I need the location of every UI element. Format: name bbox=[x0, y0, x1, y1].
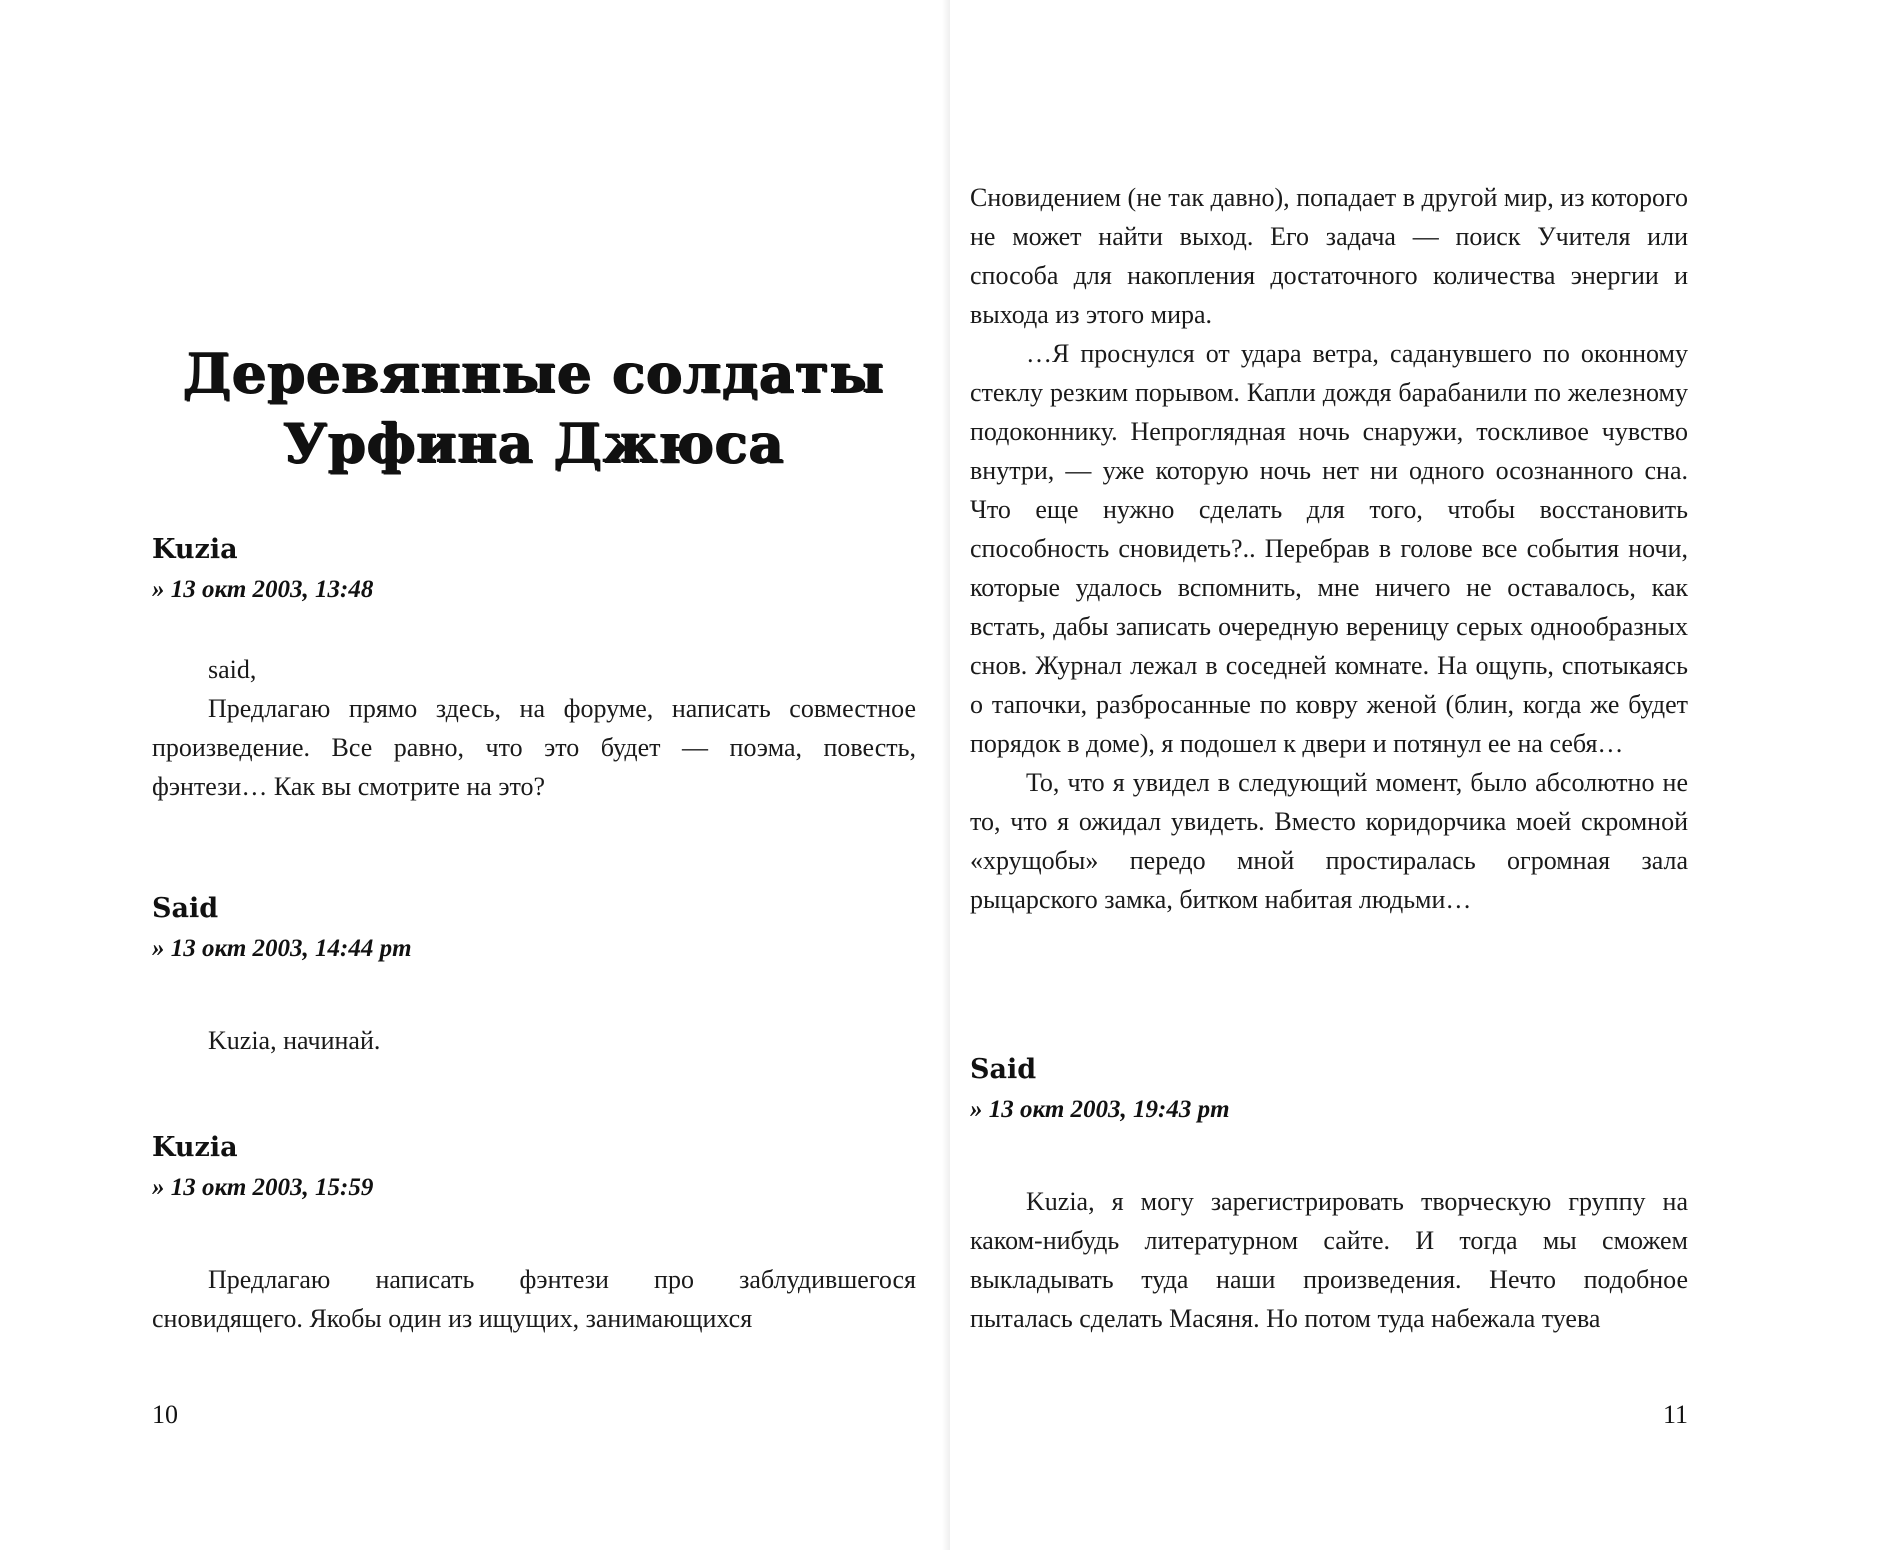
story-paragraph: То, что я увидел в следующий момент, было абсолютно не то, что я ожидал увидеть. Вместо коридорчика моей скромной «хрущобы» передо мной простиралась огромная зала рыцарского замка, битком набитая людьми… bbox=[970, 768, 1688, 914]
right-page bbox=[950, 0, 1885, 1550]
story-text bbox=[970, 178, 1688, 919]
post-date: » 13 окт 2003, 13:48 bbox=[152, 576, 374, 603]
post-body bbox=[152, 1260, 916, 1338]
post-date: » 13 окт 2003, 14:44 pm bbox=[152, 935, 412, 962]
forum-post bbox=[152, 889, 916, 1060]
story-paragraph: Сновидением (не так давно), попадает в другой мир, из которого не может найти выход. Его задача — поиск Учителя или способа для накопления достаточного количества энергии и выхода из этого мира. bbox=[970, 183, 1688, 329]
post-paragraph: said, bbox=[208, 655, 257, 684]
post-paragraph: Предлагаю написать фэнтези про заблудившегося сновидящего. Якобы один из ищущих, занимающихся bbox=[152, 1265, 916, 1333]
post-author: Kuzia bbox=[152, 534, 238, 565]
page-number: 11 bbox=[1662, 1400, 1688, 1429]
post-body bbox=[152, 1021, 916, 1060]
forum-post bbox=[970, 1050, 1688, 1338]
post-date: » 13 окт 2003, 15:59 bbox=[152, 1174, 374, 1201]
forum-post bbox=[152, 530, 916, 806]
post-author: Kuzia bbox=[152, 1132, 238, 1163]
post-paragraph: Kuzia, я могу зарегистрировать творческую группу на каком-нибудь литературном сайте. И тогда мы сможем выкладывать туда наши произведения. Нечто подобное пыталась сделать Масяня. Но потом туда набежала туева bbox=[970, 1187, 1688, 1333]
post-body bbox=[970, 1182, 1688, 1338]
forum-post bbox=[152, 1128, 916, 1338]
chapter-title bbox=[152, 338, 916, 478]
post-paragraph: Kuzia, начинай. bbox=[208, 1026, 381, 1055]
post-body bbox=[152, 650, 916, 806]
chapter-title-line-1: Деревянные солдаты bbox=[183, 341, 885, 405]
page-number: 10 bbox=[152, 1400, 178, 1429]
post-author: Said bbox=[152, 893, 219, 924]
post-author: Said bbox=[970, 1054, 1037, 1085]
story-paragraph: …Я проснулся от удара ветра, саданувшего по оконному стеклу резким порывом. Капли дождя барабанили по железному подоконнику. Непроглядная ночь снаружи, тоскливое чувство внутри, — уже которую ночь нет ни одного осознанного сна. Что еще нужно сделать для того, чтобы восстановить способность сновидеть?.. Перебрав в голове все события ночи, которые удалось вспомнить, мне ничего не оставалось, как встать, дабы записать очередную вереницу серых однообразных снов. Журнал лежал в соседней комнате. На ощупь, спотыкаясь о тапочки, разбросанные по ковру женой (блин, когда же будет порядок в доме), я подошел к двери и потянул ее на себя… bbox=[970, 339, 1688, 758]
post-paragraph: Предлагаю прямо здесь, на форуме, написать совместное произведение. Все равно, что это будет — поэма, повесть, фэнтези… Как вы смотрите на это? bbox=[152, 694, 916, 801]
chapter-title-line-2: Урфина Джюса bbox=[283, 411, 785, 475]
post-date: » 13 окт 2003, 19:43 pm bbox=[970, 1096, 1230, 1123]
